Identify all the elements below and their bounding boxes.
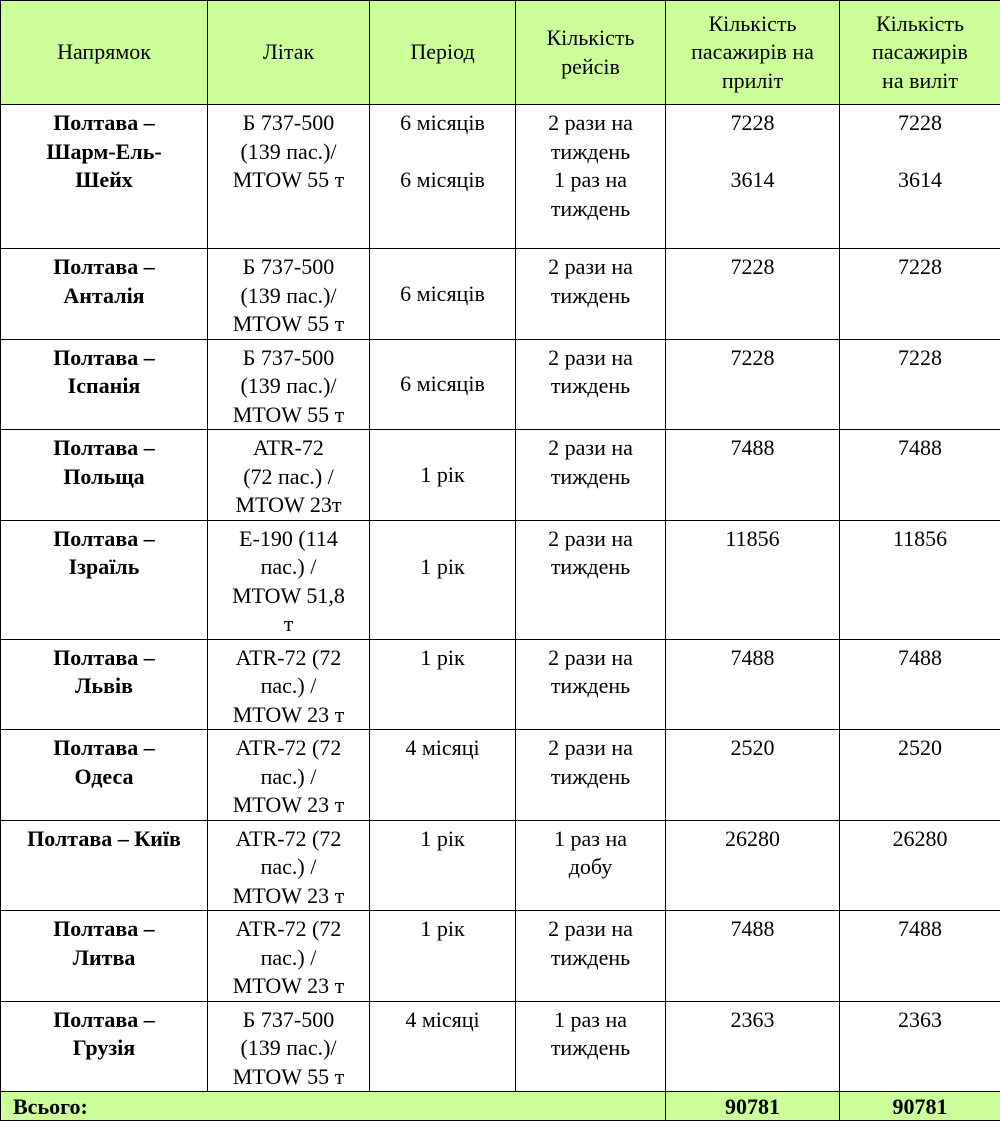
period-cell: 1 рік	[370, 520, 516, 639]
direction-cell: Полтава – Шарм-Ель- Шейх	[1, 105, 208, 249]
table-row	[1, 105, 1000, 249]
arrival-cell: 2363	[666, 1001, 840, 1092]
flights-cell: 2 рази на тиждень	[516, 339, 666, 430]
period-cell: 1 рік	[370, 639, 516, 730]
direction-cell: Полтава – Грузія	[1, 1001, 208, 1092]
direction-cell: Полтава – Київ	[1, 820, 208, 911]
aircraft-cell: ATR-72 (72 пас.) / MTOW 23 т	[208, 730, 370, 821]
arrival-cell: 7228	[666, 249, 840, 340]
flights-cell: 2 рази на тиждень	[516, 730, 666, 821]
period-cell: 6 місяців	[370, 339, 516, 430]
direction-cell: Полтава – Польща	[1, 430, 208, 521]
table-row	[1, 520, 1000, 639]
departure-cell: 7488	[840, 911, 1000, 1002]
departure-cell: 7488	[840, 639, 1000, 730]
departure-cell: 7488	[840, 430, 1000, 521]
header-row	[1, 1, 1000, 105]
aircraft-cell: Б 737-500 (139 пас.)/ MTOW 55 т	[208, 105, 370, 249]
flights-cell: 2 рази на тиждень	[516, 911, 666, 1002]
aircraft-cell: ATR-72 (72 пас.) / MTOW 23 т	[208, 820, 370, 911]
flights-cell: 1 раз на тиждень	[516, 1001, 666, 1092]
direction-cell: Полтава – Литва	[1, 911, 208, 1002]
period-cell: 1 рік	[370, 430, 516, 521]
table-row	[1, 911, 1000, 1002]
arrival-cell: 7228	[666, 339, 840, 430]
header-flights: Кількість рейсів	[516, 1, 666, 105]
table-row	[1, 730, 1000, 821]
aircraft-cell: ATR-72 (72 пас.) / MTOW 23 т	[208, 911, 370, 1002]
departure-cell: 2363	[840, 1001, 1000, 1092]
period-cell: 4 місяці	[370, 1001, 516, 1092]
departure-cell: 7228	[840, 249, 1000, 340]
total-departure: 90781	[840, 1092, 1000, 1121]
arrival-cell: 2520	[666, 730, 840, 821]
departure-cell: 7228 3614	[840, 105, 1000, 249]
departure-cell: 11856	[840, 520, 1000, 639]
period-cell: 6 місяців	[370, 249, 516, 340]
period-cell: 4 місяці	[370, 730, 516, 821]
flights-cell: 2 рази на тиждень 1 раз на тиждень	[516, 105, 666, 249]
period-cell: 1 рік	[370, 820, 516, 911]
arrival-cell: 11856	[666, 520, 840, 639]
total-label: Всього:	[1, 1092, 666, 1121]
period-cell: 1 рік	[370, 911, 516, 1002]
direction-cell: Полтава – Анталія	[1, 249, 208, 340]
flights-cell: 2 рази на тиждень	[516, 430, 666, 521]
header-arrival: Кількість пасажирів на приліт	[666, 1, 840, 105]
direction-cell: Полтава – Ізраїль	[1, 520, 208, 639]
aircraft-cell: E-190 (114 пас.) / MTOW 51,8 т	[208, 520, 370, 639]
aircraft-cell: ATR-72 (72 пас.) / MTOW 23 т	[208, 639, 370, 730]
total-arrival: 90781	[666, 1092, 840, 1121]
aircraft-cell: Б 737-500 (139 пас.)/ MTOW 55 т	[208, 339, 370, 430]
header-direction: Напрямок	[1, 1, 208, 105]
flights-cell: 2 рази на тиждень	[516, 520, 666, 639]
table-row	[1, 430, 1000, 521]
arrival-cell: 7228 3614	[666, 105, 840, 249]
table-row	[1, 1001, 1000, 1092]
aircraft-cell: ATR-72 (72 пас.) / MTOW 23т	[208, 430, 370, 521]
table-row	[1, 820, 1000, 911]
departure-cell: 2520	[840, 730, 1000, 821]
header-period: Період	[370, 1, 516, 105]
aircraft-cell: Б 737-500 (139 пас.)/ MTOW 55 т	[208, 249, 370, 340]
table-row	[1, 639, 1000, 730]
period-cell: 6 місяців 6 місяців	[370, 105, 516, 249]
departure-cell: 26280	[840, 820, 1000, 911]
departure-cell: 7228	[840, 339, 1000, 430]
table-row	[1, 249, 1000, 340]
arrival-cell: 7488	[666, 430, 840, 521]
arrival-cell: 26280	[666, 820, 840, 911]
arrival-cell: 7488	[666, 639, 840, 730]
flights-cell: 2 рази на тиждень	[516, 639, 666, 730]
flights-cell: 1 раз на добу	[516, 820, 666, 911]
table-row	[1, 339, 1000, 430]
total-row	[1, 1092, 1000, 1121]
arrival-cell: 7488	[666, 911, 840, 1002]
header-departure: Кількість пасажирів на виліт	[840, 1, 1000, 105]
direction-cell: Полтава – Іспанія	[1, 339, 208, 430]
flights-cell: 2 рази на тиждень	[516, 249, 666, 340]
header-aircraft: Літак	[208, 1, 370, 105]
aircraft-cell: Б 737-500 (139 пас.)/ MTOW 55 т	[208, 1001, 370, 1092]
direction-cell: Полтава – Одеса	[1, 730, 208, 821]
direction-cell: Полтава – Львів	[1, 639, 208, 730]
